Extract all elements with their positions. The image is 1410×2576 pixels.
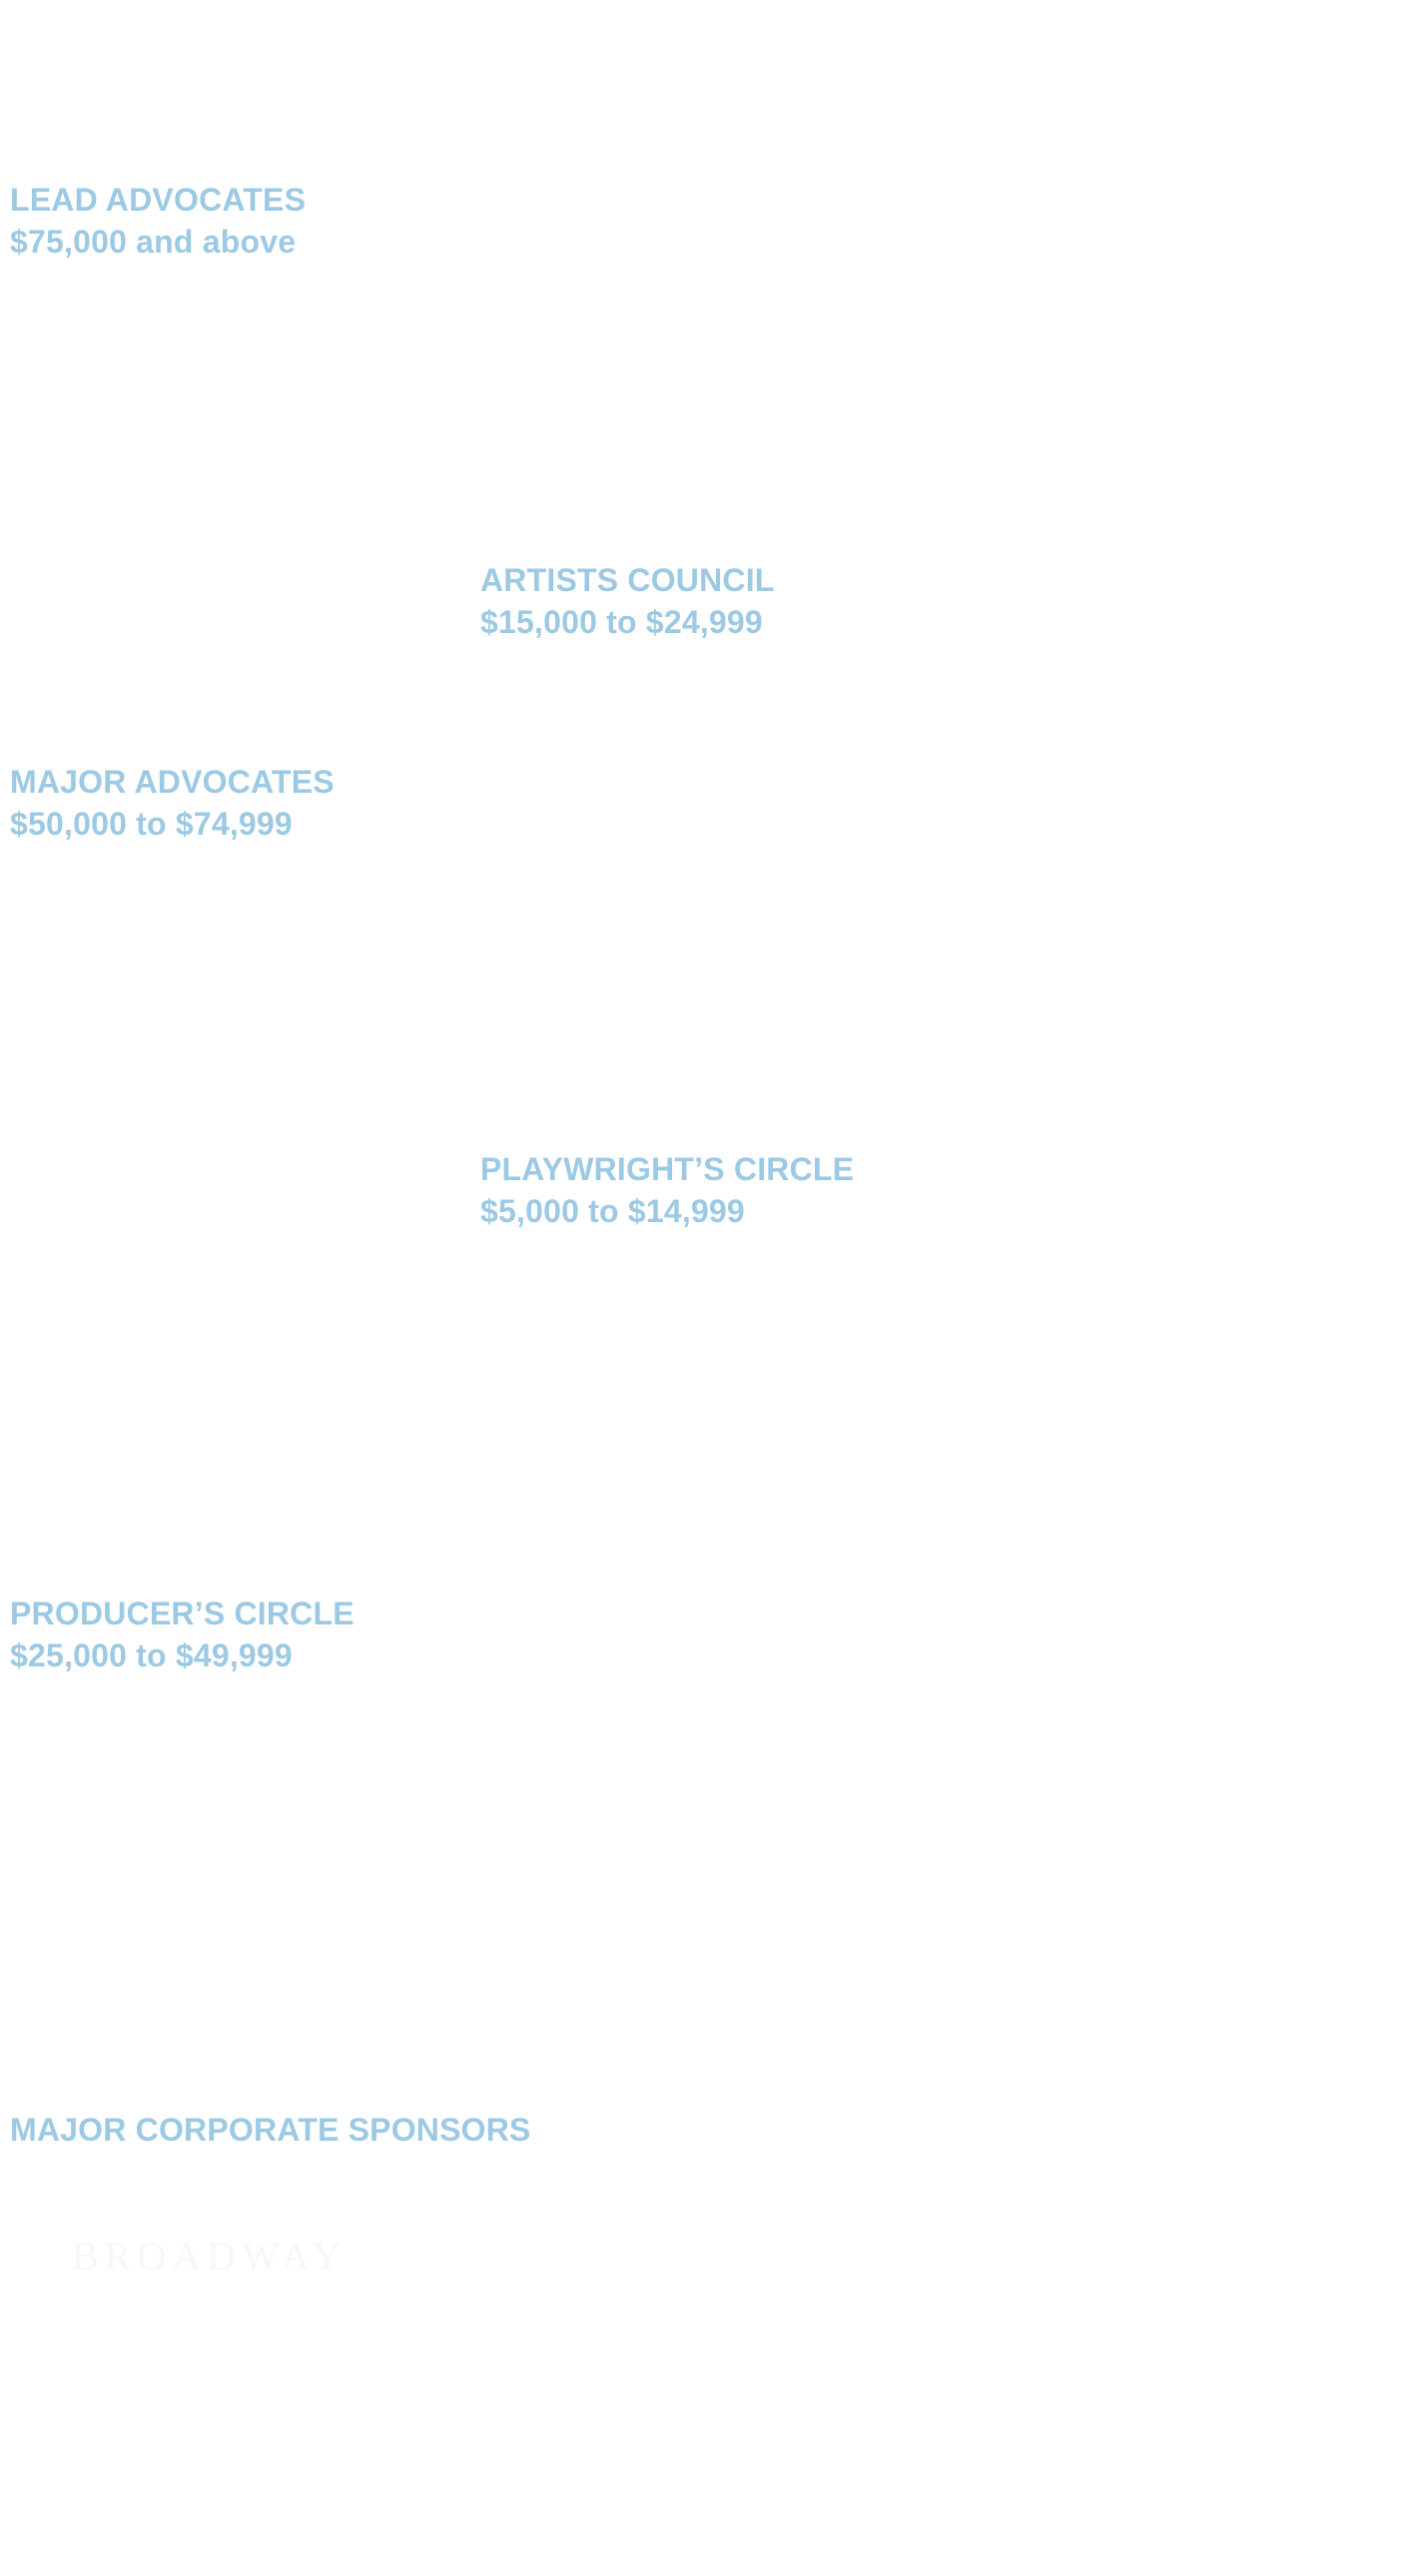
- tier-range: $25,000 to $49,999: [10, 1637, 293, 1673]
- tier-name: PRODUCER’S CIRCLE: [10, 1596, 354, 1631]
- tier-playwrights-circle: [480, 1148, 854, 1232]
- tier-name: PLAYWRIGHT’S CIRCLE: [480, 1151, 855, 1187]
- tier-artists-council: [480, 559, 775, 643]
- tier-range: $50,000 to $74,999: [10, 806, 293, 842]
- section-heading: MAJOR CORPORATE SPONSORS: [10, 2112, 531, 2148]
- tier-producers-circle: [10, 1593, 354, 1676]
- sponsor-logo: BROADWAY: [72, 2234, 348, 2278]
- tier-range: $15,000 to $24,999: [480, 604, 763, 640]
- tier-name: LEAD ADVOCATES: [10, 182, 307, 218]
- tier-name: MAJOR ADVOCATES: [10, 764, 335, 800]
- major-corporate-sponsors-heading: [10, 2109, 531, 2151]
- tier-major-advocates: [10, 761, 335, 845]
- tier-range: $75,000 and above: [10, 224, 297, 260]
- tier-name: ARTISTS COUNCIL: [480, 562, 775, 598]
- tier-range: $5,000 to $14,999: [480, 1193, 745, 1229]
- tier-lead-advocates: [10, 179, 306, 263]
